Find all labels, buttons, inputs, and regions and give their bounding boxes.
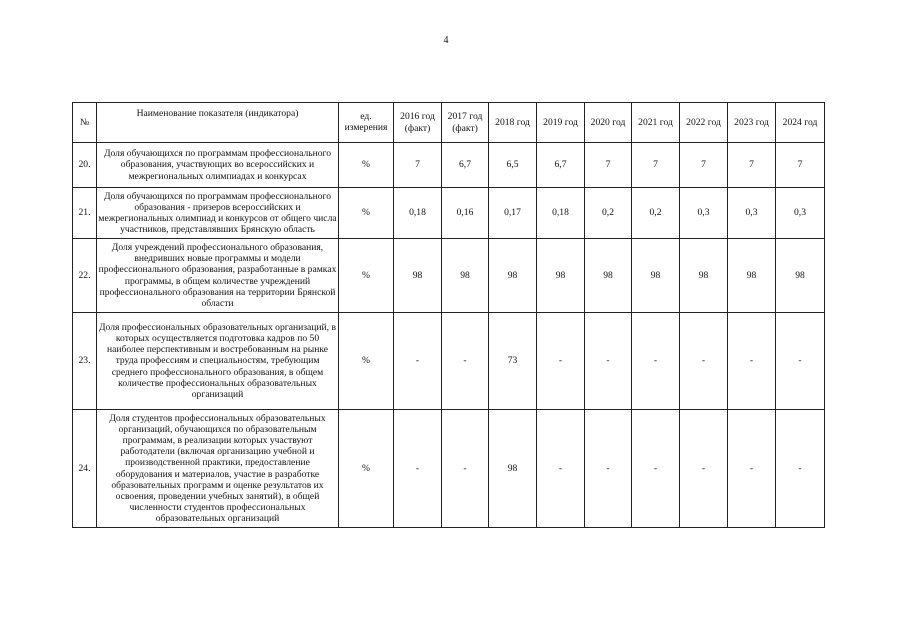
value-cell: - — [632, 313, 680, 410]
value-cell: - — [776, 410, 825, 528]
value-cell: 7 — [680, 143, 728, 188]
value-cell: - — [776, 313, 825, 410]
header-year-2019: 2019 год — [537, 103, 585, 143]
value-cell: 6,5 — [489, 143, 537, 188]
value-cell: - — [442, 313, 489, 410]
table-row — [73, 313, 825, 410]
row-number: 22. — [73, 239, 97, 313]
indicator-name: Доля учреждений профессионального образования, внедривших новые программы и модели профессионального образования, разработанные в рамках программы, в общем количестве учреждений профессионального образования на территории Брянской области — [97, 239, 339, 313]
table-row — [73, 410, 825, 528]
value-cell: - — [394, 410, 442, 528]
value-cell: - — [394, 313, 442, 410]
value-cell: - — [728, 410, 776, 528]
header-unit: ед. измерения — [339, 103, 394, 143]
value-cell: - — [442, 410, 489, 528]
value-cell: 98 — [394, 239, 442, 313]
unit-cell: % — [339, 188, 394, 239]
value-cell: - — [728, 313, 776, 410]
header-year-2020: 2020 год — [585, 103, 632, 143]
value-cell: 98 — [776, 239, 825, 313]
value-cell: 0,3 — [776, 188, 825, 239]
value-cell: - — [585, 410, 632, 528]
header-year-2017: 2017 год (факт) — [442, 103, 489, 143]
header-row — [73, 103, 825, 143]
value-cell: 7 — [585, 143, 632, 188]
value-cell: 0,18 — [537, 188, 585, 239]
indicator-name: Доля профессиональных образовательных организаций, в которых осуществляется подготовка кадров по 50 наиболее перспективным и востребованным на рынке труда профессиям и специальностям, требующим среднего профессионального образования, в общем количестве профессиональных образовательных организаций — [97, 313, 339, 410]
value-cell: 0,16 — [442, 188, 489, 239]
table-row — [73, 143, 825, 188]
unit-cell: % — [339, 143, 394, 188]
value-cell: 0,17 — [489, 188, 537, 239]
value-cell: - — [585, 313, 632, 410]
value-cell: 98 — [632, 239, 680, 313]
header-year-2023: 2023 год — [728, 103, 776, 143]
value-cell: 98 — [489, 410, 537, 528]
header-year-2022: 2022 год — [680, 103, 728, 143]
value-cell: - — [680, 410, 728, 528]
value-cell: 0,3 — [728, 188, 776, 239]
value-cell: 7 — [394, 143, 442, 188]
header-year-2016: 2016 год (факт) — [394, 103, 442, 143]
unit-cell: % — [339, 239, 394, 313]
value-cell: 7 — [632, 143, 680, 188]
value-cell: 0,2 — [585, 188, 632, 239]
value-cell: - — [537, 313, 585, 410]
row-number: 21. — [73, 188, 97, 239]
header-name: Наименование показателя (индикатора) — [97, 103, 339, 143]
value-cell: 98 — [489, 239, 537, 313]
value-cell: 6,7 — [537, 143, 585, 188]
unit-cell: % — [339, 313, 394, 410]
value-cell: 98 — [680, 239, 728, 313]
header-year-2018: 2018 год — [489, 103, 537, 143]
row-number: 24. — [73, 410, 97, 528]
value-cell: 0,3 — [680, 188, 728, 239]
unit-cell: % — [339, 410, 394, 528]
indicator-name: Доля обучающихся по программам профессионального образования - призеров всероссийских и межрегиональных олимпиад и конкурсов от общего числа участников, представлявших Брянскую область — [97, 188, 339, 239]
value-cell: 0,2 — [632, 188, 680, 239]
header-year-2024: 2024 год — [776, 103, 825, 143]
value-cell: 98 — [585, 239, 632, 313]
row-number: 20. — [73, 143, 97, 188]
value-cell: - — [537, 410, 585, 528]
value-cell: 98 — [442, 239, 489, 313]
page-number: 4 — [443, 35, 449, 46]
value-cell: 7 — [728, 143, 776, 188]
header-num: № — [73, 103, 97, 143]
value-cell: 7 — [776, 143, 825, 188]
row-number: 23. — [73, 313, 97, 410]
indicators-table — [72, 102, 825, 528]
value-cell: 98 — [537, 239, 585, 313]
value-cell: 6,7 — [442, 143, 489, 188]
value-cell: - — [680, 313, 728, 410]
table-row — [73, 188, 825, 239]
table-row — [73, 239, 825, 313]
value-cell: 0,18 — [394, 188, 442, 239]
value-cell: 98 — [728, 239, 776, 313]
indicator-name: Доля обучающихся по программам профессионального образования, участвующих во всероссийских и межрегиональных олимпиадах и конкурсах — [97, 143, 339, 188]
value-cell: 73 — [489, 313, 537, 410]
header-year-2021: 2021 год — [632, 103, 680, 143]
value-cell: - — [632, 410, 680, 528]
indicator-name: Доля студентов профессиональных образовательных организаций, обучающихся по образовательным программам, в реализации которых участвуют работодатели (включая организацию учебной и производственной практики, предоставление оборудования и материалов, участие в разработке образовательных программ и оценке результатов их освоения, проведении учебных занятий), в общей численности студентов профессиональных образовательных организаций — [97, 410, 339, 528]
